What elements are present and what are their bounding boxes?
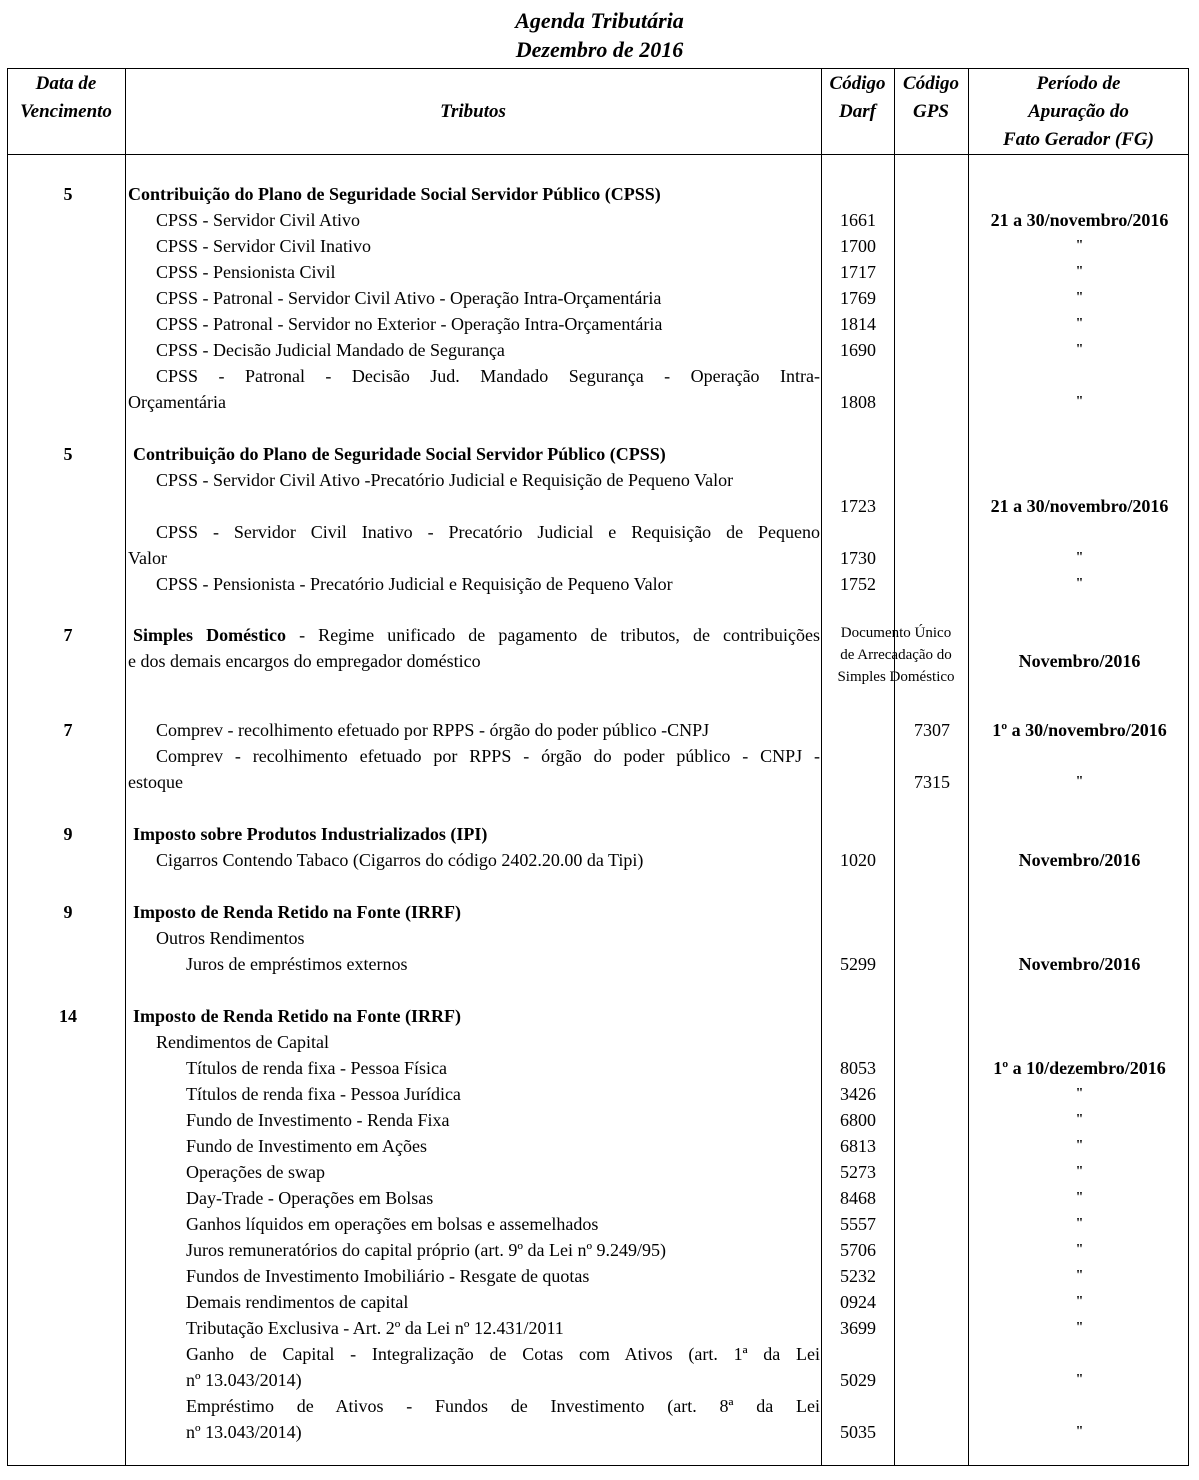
ditto-mark: " (1075, 576, 1084, 591)
header-text: Código (903, 73, 959, 94)
due-day: 9 (63, 824, 73, 844)
header-codigo-darf (821, 70, 894, 126)
column-divider (894, 68, 895, 1466)
tax-item: Títulos de renda fixa - Pessoa Jurídica (186, 1084, 461, 1104)
header-text: Darf (839, 101, 876, 122)
tax-item-continuation: Orçamentária (128, 392, 226, 412)
darf-code: 1661 (840, 210, 876, 230)
due-day: 7 (63, 625, 73, 645)
tax-item: Títulos de renda fixa - Pessoa Física (186, 1058, 447, 1078)
tax-item: CPSS - Servidor Civil Inativo - Precatório Judicial e Requisição de Pequeno (156, 522, 820, 542)
gps-code: 7315 (914, 772, 950, 792)
due-day: 7 (63, 720, 73, 740)
group-heading: Contribuição do Plano de Seguridade Social Servidor Público (CPSS) (128, 184, 661, 204)
period: 21 a 30/novembro/2016 (990, 496, 1169, 516)
due-day: 14 (59, 1006, 77, 1026)
period: 1º a 10/dezembro/2016 (993, 1058, 1166, 1078)
tax-item: Ganho de Capital - Integralização de Cotas com Ativos (art. 1ª da Lei (186, 1344, 820, 1364)
ditto-mark: " (1075, 290, 1084, 305)
tax-item: CPSS - Patronal - Servidor no Exterior - Operação Intra-Orçamentária (156, 314, 663, 334)
darf-code: 1769 (840, 288, 876, 308)
header-text: Data de (35, 73, 97, 94)
darf-code: 5557 (840, 1214, 876, 1234)
darf-code: 6800 (840, 1110, 876, 1130)
ditto-mark: " (1075, 394, 1084, 409)
darf-code: 1700 (840, 236, 876, 256)
tax-item: Comprev - recolhimento efetuado por RPPS - órgão do poder público -CNPJ (156, 720, 710, 740)
header-text: Fato Gerador (FG) (1003, 129, 1154, 150)
ditto-mark: " (1075, 316, 1084, 331)
gps-code: 7307 (914, 720, 950, 740)
due-day: 5 (63, 184, 73, 204)
tax-item: Ganhos líquidos em operações em bolsas e assemelhados (186, 1214, 599, 1234)
darf-code: 5706 (840, 1240, 876, 1260)
ditto-mark: " (1075, 1268, 1084, 1283)
tax-item: CPSS - Patronal - Servidor Civil Ativo - Operação Intra-Orçamentária (156, 288, 662, 308)
tax-item: Day-Trade - Operações em Bolsas (186, 1188, 434, 1208)
period: Novembro/2016 (1018, 954, 1141, 974)
period: Novembro/2016 (1018, 651, 1141, 671)
darf-code: 1808 (840, 392, 876, 412)
duas-line: Documento Único (840, 625, 952, 641)
ditto-mark: " (1075, 342, 1084, 357)
ditto-mark: " (1075, 1294, 1084, 1309)
darf-code: 5299 (840, 954, 876, 974)
tax-item-continuation: nº 13.043/2014) (186, 1422, 302, 1442)
ditto-mark: " (1075, 1086, 1084, 1101)
tax-item-continuation: nº 13.043/2014) (186, 1370, 302, 1390)
ditto-mark: " (1075, 1242, 1084, 1257)
ditto-mark: " (1075, 1138, 1084, 1153)
tax-item: Cigarros Contendo Tabaco (Cigarros do código 2402.20.00 da Tipi) (156, 850, 644, 870)
due-day: 5 (63, 444, 73, 464)
ditto-mark: " (1075, 1320, 1084, 1335)
ditto-mark: " (1075, 1372, 1084, 1387)
header-text: GPS (913, 101, 949, 122)
tax-item: Juros remuneratórios do capital próprio (art. 9º da Lei nº 9.249/95) (186, 1240, 667, 1260)
duas-line: de Arrecadação do (840, 647, 952, 663)
ditto-mark: " (1075, 1424, 1084, 1439)
header-text: Código (829, 73, 886, 94)
tax-item: Fundos de Investimento Imobiliário - Resgate de quotas (186, 1266, 590, 1286)
group-description: - Regime unificado de pagamento de tributos, de contribuições (286, 625, 821, 645)
header-codigo-gps (894, 70, 968, 126)
darf-code: 5029 (840, 1370, 876, 1390)
column-divider (821, 68, 822, 1466)
tax-item: Demais rendimentos de capital (186, 1292, 409, 1312)
header-text: Vencimento (20, 101, 112, 122)
tax-item: CPSS - Servidor Civil Ativo (156, 210, 361, 230)
tax-item: Juros de empréstimos externos (186, 954, 408, 974)
header-text: Período de (1036, 73, 1121, 94)
tax-item: Operações de swap (186, 1162, 325, 1182)
darf-code: 5035 (840, 1422, 876, 1442)
darf-code: 0924 (840, 1292, 876, 1312)
ditto-mark: " (1075, 1190, 1084, 1205)
duas-document (820, 622, 972, 688)
ditto-mark: " (1075, 264, 1084, 279)
darf-code: 1723 (840, 496, 876, 516)
darf-code: 1730 (840, 548, 876, 568)
group-heading: Imposto sobre Produtos Industrializados (IPI) (133, 824, 488, 844)
darf-code: 1020 (840, 850, 876, 870)
tax-item: CPSS - Decisão Judicial Mandado de Segurança (156, 340, 505, 360)
tax-item: CPSS - Servidor Civil Ativo -Precatório Judicial e Requisição de Pequeno Valor (156, 470, 734, 490)
ditto-mark: " (1075, 1164, 1084, 1179)
document-subtitle: Dezembro de 2016 (515, 37, 684, 62)
header-tributos: Tributos (440, 101, 506, 122)
darf-code: 1814 (840, 314, 876, 334)
ditto-mark: " (1075, 774, 1084, 789)
header-periodo (968, 70, 1189, 154)
subgroup-heading: Rendimentos de Capital (156, 1032, 329, 1052)
simples-domestico-description (133, 622, 820, 648)
darf-code: 6813 (840, 1136, 876, 1156)
group-heading: Imposto de Renda Retido na Fonte (IRRF) (133, 902, 461, 922)
darf-code: 8468 (840, 1188, 876, 1208)
group-heading: Contribuição do Plano de Seguridade Social Servidor Público (CPSS) (133, 444, 666, 464)
tax-item: CPSS - Patronal - Decisão Jud. Mandado Segurança - Operação Intra- (156, 366, 820, 386)
group-heading: Imposto de Renda Retido na Fonte (IRRF) (133, 1006, 461, 1026)
tax-item: Empréstimo de Ativos - Fundos de Investimento (art. 8ª da Lei (186, 1396, 820, 1416)
darf-code: 1717 (840, 262, 876, 282)
subgroup-heading: Outros Rendimentos (156, 928, 305, 948)
tax-item: Fundo de Investimento - Renda Fixa (186, 1110, 450, 1130)
header-text: Apuração do (1028, 101, 1129, 122)
ditto-mark: " (1075, 1216, 1084, 1231)
period: 1º a 30/novembro/2016 (992, 720, 1167, 740)
darf-code: 1690 (840, 340, 876, 360)
darf-code: 8053 (840, 1058, 876, 1078)
tax-item: CPSS - Pensionista - Precatório Judicial e Requisição de Pequeno Valor (156, 574, 673, 594)
tax-item-continuation: estoque (128, 772, 183, 792)
header-divider (7, 154, 1189, 155)
darf-code: 5232 (840, 1266, 876, 1286)
tax-item: CPSS - Servidor Civil Inativo (156, 236, 372, 256)
ditto-mark: " (1075, 1112, 1084, 1127)
tax-item-continuation: Valor (128, 548, 167, 568)
darf-code: 5273 (840, 1162, 876, 1182)
ditto-mark: " (1075, 550, 1084, 565)
column-divider (968, 68, 969, 1466)
darf-code: 1752 (840, 574, 876, 594)
darf-code: 3426 (840, 1084, 876, 1104)
period: Novembro/2016 (1018, 850, 1141, 870)
group-description-continuation: e dos demais encargos do empregador doméstico (128, 651, 481, 671)
duas-line: Simples Doméstico (837, 669, 955, 685)
tax-item: Tributação Exclusiva - Art. 2º da Lei nº 12.431/2011 (186, 1318, 564, 1338)
column-divider (125, 68, 126, 1466)
due-day: 9 (63, 902, 73, 922)
tax-item: Fundo de Investimento em Ações (186, 1136, 427, 1156)
tax-item: CPSS - Pensionista Civil (156, 262, 336, 282)
darf-code: 3699 (840, 1318, 876, 1338)
header-vencimento (7, 70, 125, 126)
period: 21 a 30/novembro/2016 (990, 210, 1169, 230)
document-title: Agenda Tributária (515, 8, 684, 33)
group-heading: Simples Doméstico (133, 625, 287, 645)
ditto-mark: " (1075, 238, 1084, 253)
tax-item: Comprev - recolhimento efetuado por RPPS - órgão do poder público - CNPJ - (156, 746, 820, 766)
